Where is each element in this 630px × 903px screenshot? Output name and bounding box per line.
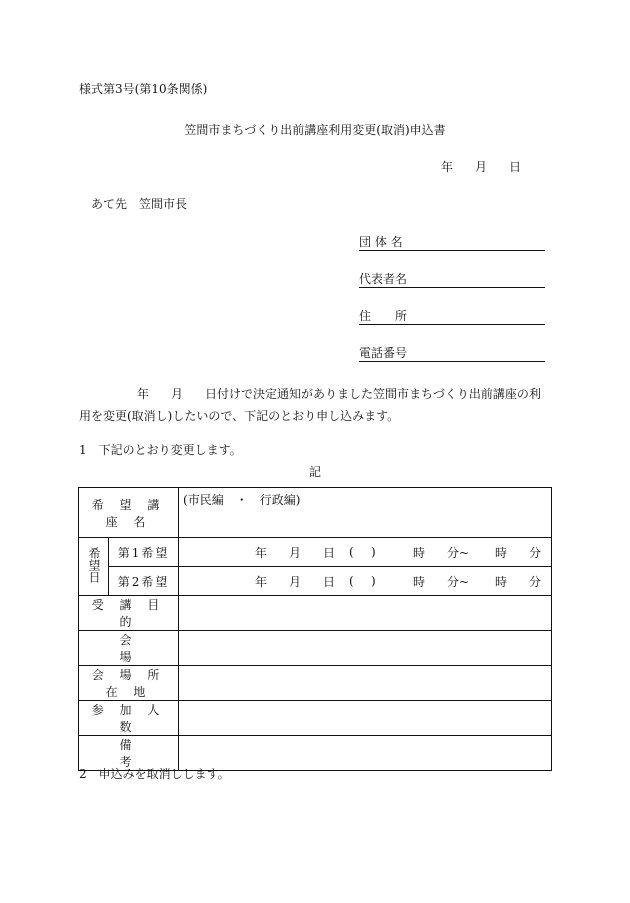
second-choice-schedule: [183, 573, 547, 590]
first-choice-label: 第1希望: [109, 538, 179, 567]
item-change: 1 下記のとおり変更します。: [79, 443, 242, 457]
sched-paren-open: (: [349, 574, 354, 588]
table-row: [79, 488, 552, 538]
sched-paren-close: ): [371, 545, 376, 559]
submission-date: [441, 158, 521, 175]
group-name-field[interactable]: [359, 233, 545, 251]
course-name-label: 希 望 講 座 名: [79, 488, 179, 538]
address-label: 住 所: [359, 309, 408, 323]
wish-date-label-cell: [79, 538, 109, 596]
group-name-label: 団 体 名: [359, 235, 403, 249]
venue-cell[interactable]: [179, 631, 552, 666]
sched-min-tilde: 分~: [447, 574, 470, 589]
sched-year: 年: [255, 574, 268, 589]
address-field[interactable]: [359, 307, 545, 325]
venue-label: 会 場: [79, 631, 179, 666]
table-row: [79, 701, 552, 736]
addressee: あて先 笠間市長: [91, 197, 188, 211]
first-choice-schedule: [183, 544, 547, 561]
sched-day: 日: [323, 545, 336, 560]
sched-year: 年: [255, 545, 268, 560]
body-month: 月: [171, 387, 184, 401]
phone-field[interactable]: [359, 344, 545, 362]
table-row: [79, 538, 552, 567]
sched-month: 月: [289, 545, 302, 560]
sched-hour: 時: [413, 545, 426, 560]
sched-month: 月: [289, 574, 302, 589]
first-choice-cell[interactable]: [179, 538, 552, 567]
representative-label: 代表者名: [359, 272, 408, 286]
body-paragraph: [79, 383, 549, 427]
venue-address-cell[interactable]: [179, 666, 552, 701]
sched-paren-close: ): [371, 574, 376, 588]
date-month: 月: [475, 160, 488, 174]
date-year: 年: [441, 160, 454, 174]
sched-day: 日: [323, 574, 336, 589]
sched-paren-open: (: [349, 545, 354, 559]
date-day: 日: [509, 160, 522, 174]
ki-heading: 記: [308, 465, 321, 479]
participants-cell[interactable]: [179, 701, 552, 736]
body-text: 日付けで決定通知がありました笠間市まちづくり出前講座の利用を変更(取消し)したいので、下記のとおり申し込みます。: [79, 387, 541, 423]
course-name-cell[interactable]: [179, 488, 552, 538]
application-table: [78, 487, 552, 771]
purpose-cell[interactable]: [179, 596, 552, 631]
table-row: [79, 596, 552, 631]
item-cancel: 2 申込みを取消しします。: [79, 767, 230, 781]
sched-min: 分: [529, 574, 542, 589]
table-row: [79, 666, 552, 701]
table-row: [79, 567, 552, 596]
document-title: 笠間市まちづくり出前講座利用変更(取消)申込書: [184, 123, 446, 137]
purpose-label: 受 講 目 的: [79, 596, 179, 631]
venue-address-label: 会 場 所 在 地: [79, 666, 179, 701]
sched-min: 分: [529, 545, 542, 560]
course-options: (市民編 ・ 行政編): [183, 493, 301, 507]
second-choice-cell[interactable]: [179, 567, 552, 596]
form-number: 様式第3号(第10条関係): [79, 82, 208, 96]
representative-field[interactable]: [359, 270, 545, 288]
body-year: 年: [137, 387, 150, 401]
sched-hour2: 時: [495, 574, 508, 589]
remarks-label: 備 考: [79, 736, 179, 771]
sched-hour2: 時: [495, 545, 508, 560]
second-choice-label: 第2希望: [109, 567, 179, 596]
sched-min-tilde: 分~: [447, 545, 470, 560]
wish-date-label: 希望日: [87, 547, 101, 583]
phone-label: 電話番号: [359, 346, 408, 360]
sched-hour: 時: [413, 574, 426, 589]
remarks-cell[interactable]: [179, 736, 552, 771]
table-row: [79, 631, 552, 666]
participants-label: 参 加 人 数: [79, 701, 179, 736]
